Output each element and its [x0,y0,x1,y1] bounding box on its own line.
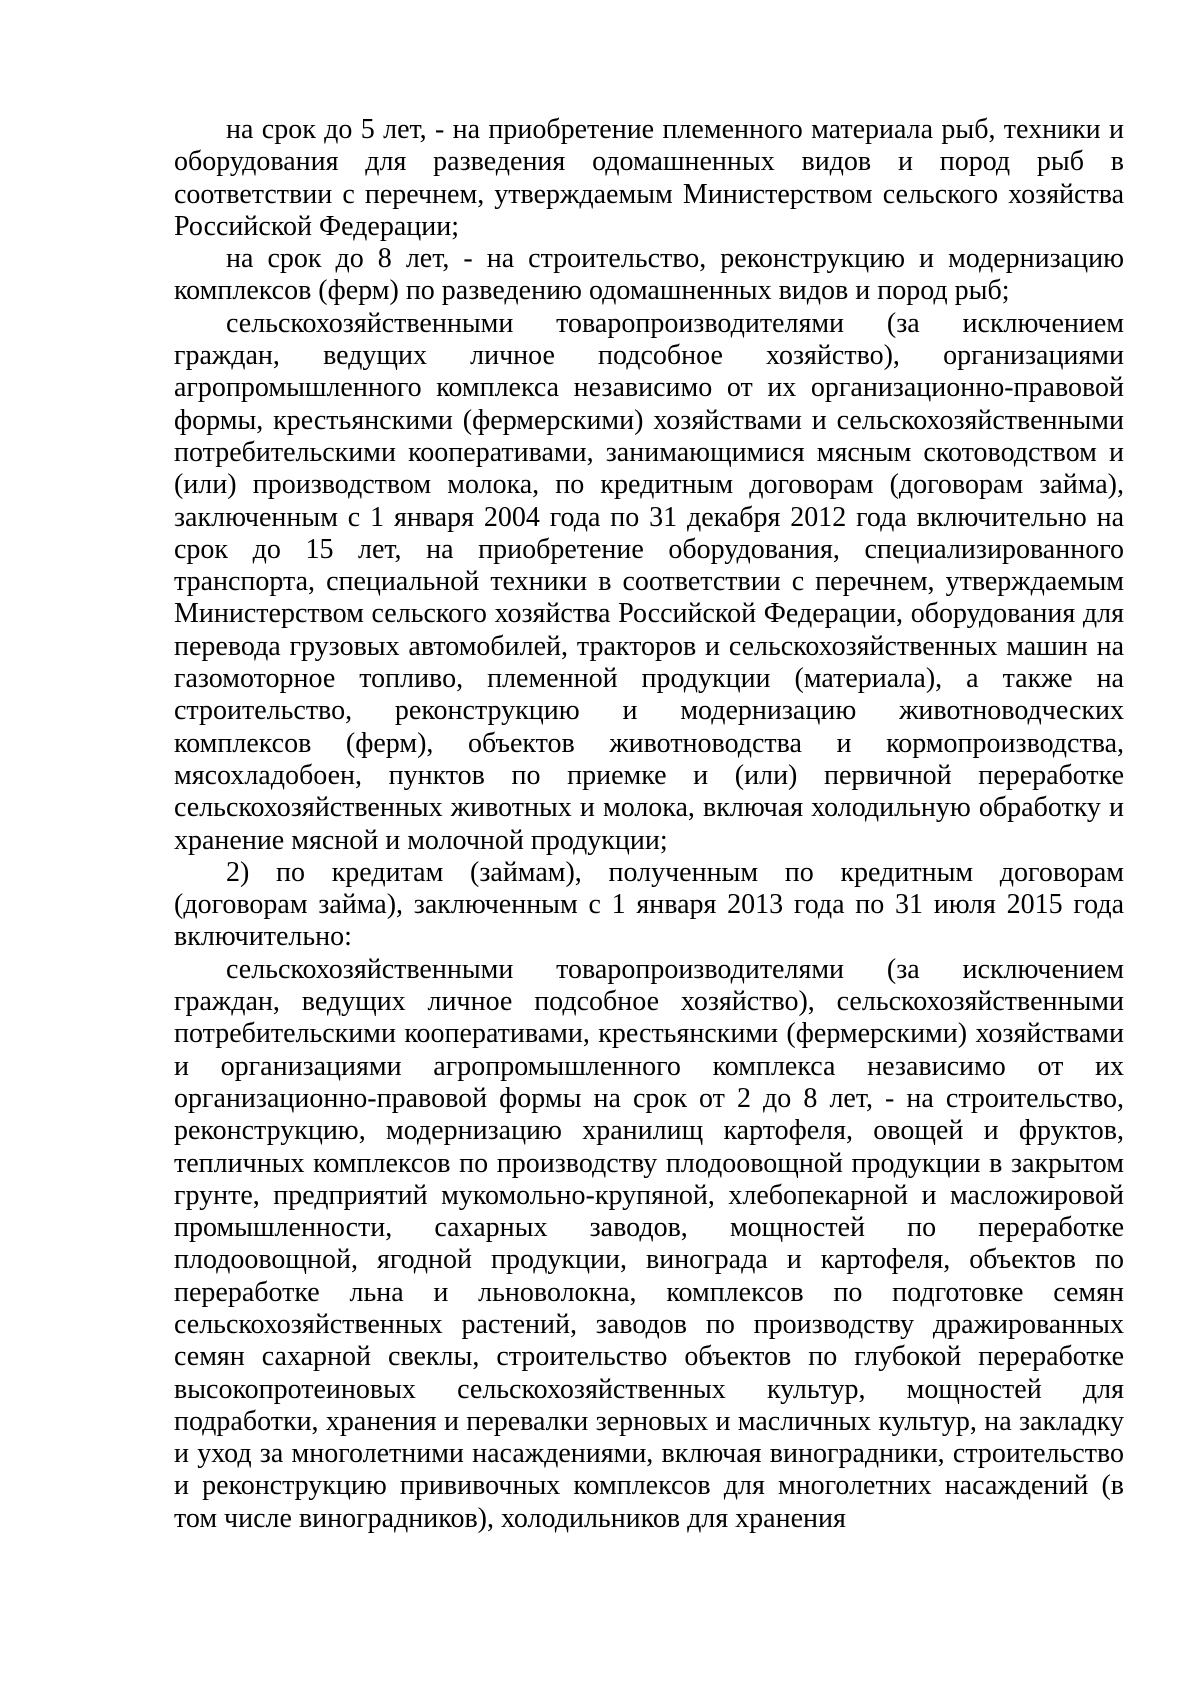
paragraph-livestock-producers: сельскохозяйственными товаропроизводителями (за исключением граждан, ведущих личное подсобное хозяйство), организациями агропромышленного комплекса независимо от их организационно-правовой формы, крестьянскими (фермерскими) хозяйствами и сельскохозяйственными потребительскими кооперативами, занимающимися мясным скотоводством и (или) производством молока, по кредитным договорам (договорам займа), заключенным с 1 января 2004 года по 31 декабря 2012 года включительно на срок до 15 лет, на приобретение оборудования, специализированного транспорта, специальной техники в соответствии с перечнем, утверждаемым Министерством сельского хозяйства Российской Федерации, оборудования для перевода грузовых автомобилей, тракторов и сельскохозяйственных машин на газомоторное топливо, племенной продукции (материала), а также на строительство, реконструкцию и модернизацию животноводческих комплексов (ферм), объектов животноводства и кормопроизводства, мясохладобоен, пунктов по приемке и (или) первичной переработке сельскохозяйственных животных и молока, включая холодильную обработку и хранение мясной и молочной продукции; [174,307,1124,856]
paragraph-fish-breeding-5-years: на срок до 5 лет, - на приобретение племенного материала рыб, техники и оборудования для разведения одомашненных видов и пород рыб в соответствии с перечнем, утверждаемым Министерством сельского хозяйства Российской Федерации; [174,114,1124,242]
document-page [174,114,1124,1535]
paragraph-producers-2-8-years: сельскохозяйственными товаропроизводителями (за исключением граждан, ведущих личное подсобное хозяйство), сельскохозяйственными потребительскими кооперативами, крестьянскими (фермерскими) хозяйствами и организациями агропромышленного комплекса независимо от их организационно-правовой формы на срок от 2 до 8 лет, - на строительство, реконструкцию, модернизацию хранилищ картофеля, овощей и фруктов, тепличных комплексов по производству плодоовощной продукции в закрытом грунте, предприятий мукомольно-крупяной, хлебопекарной и масложировой промышленности, сахарных заводов, мощностей по переработке плодоовощной, ягодной продукции, винограда и картофеля, объектов по переработке льна и льноволокна, комплексов по подготовке семян сельскохозяйственных растений, заводов по производству дражированных семян сахарной свеклы, строительство объектов по глубокой переработке высокопротеиновых сельскохозяйственных культур, мощностей для подработки, хранения и перевалки зерновых и масличных культур, на закладку и уход за многолетними насаждениями, включая виноградники, строительство и реконструкцию прививочных комплексов для многолетних насаждений (в том числе виноградников), холодильников для хранения [174,953,1124,1534]
paragraph-loans-2013-2015: 2) по кредитам (займам), полученным по кредитным договорам (договорам займа), заключенным с 1 января 2013 года по 31 июля 2015 года включительно: [174,856,1124,953]
paragraph-fish-complexes-8-years: на срок до 8 лет, - на строительство, реконструкцию и модернизацию комплексов (ферм) по разведению одомашненных видов и пород рыб; [174,243,1124,307]
